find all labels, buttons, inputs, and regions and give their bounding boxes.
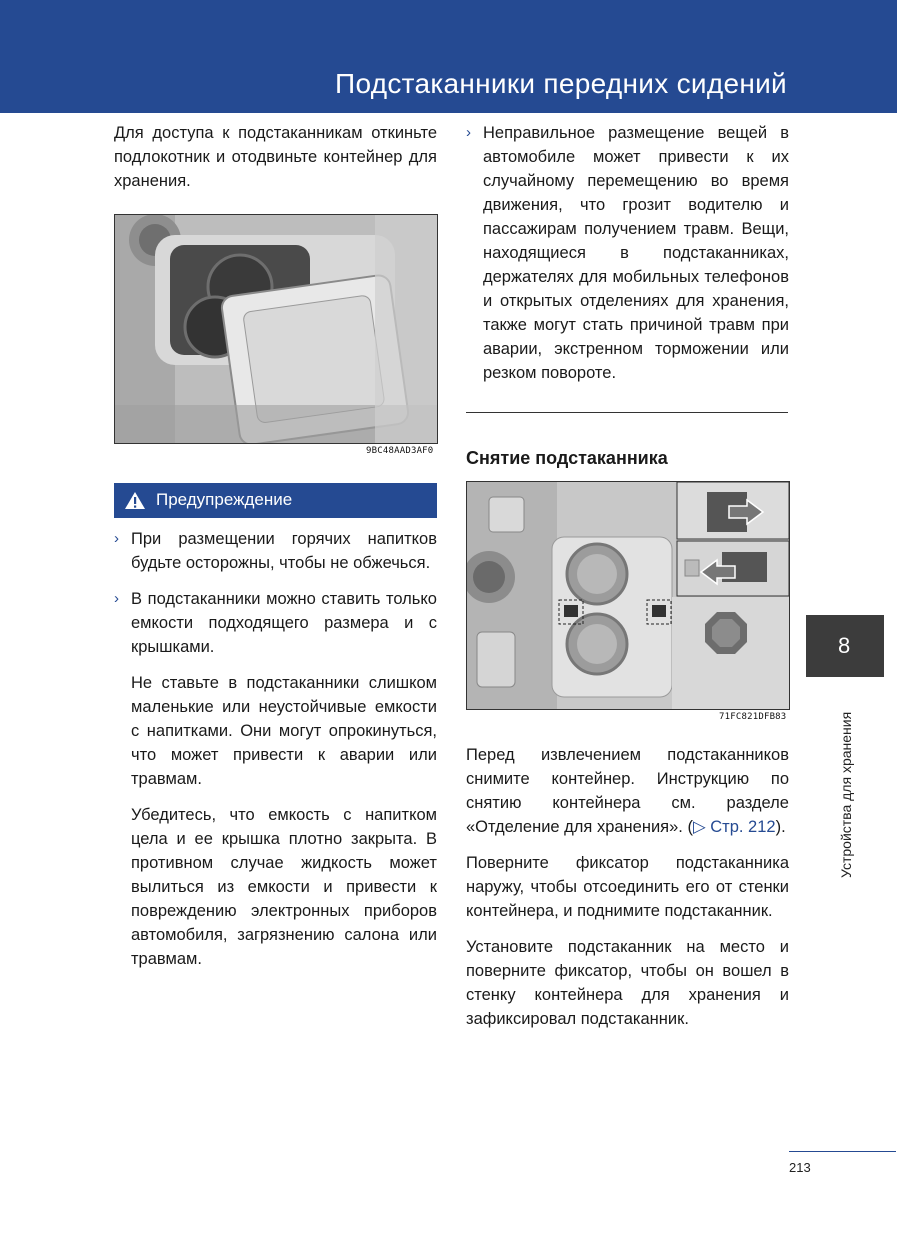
footer-rule (789, 1151, 896, 1152)
warning-content (114, 527, 437, 983)
instruction-paragraph: Перед извлечением подстаканников снимите контейнер. Инструкцию по снятию контейнера см. разделе «Отделение для хранения». (▷ Стр. 212). (466, 746, 789, 836)
removal-instructions (466, 743, 789, 1031)
page-title: Подстаканники передних сидений (335, 68, 787, 99)
warning-paragraph: Убедитесь, что емкость с напитком цела и ее крышка плотно закрыта. В противном случае жидкость может вылиться из емкости и привести к повреждению электронных приборов автомобиля, загрязнению салона или травмам. (131, 806, 437, 968)
warning-bullet: › При размещении горячих напитков будьте осторожны, чтобы не обжечься. (114, 527, 437, 575)
warning-paragraph: Не ставьте в подстаканники слишком маленькие или неустойчивые емкости с напитками. Они могут опрокинуться, что может привести к аварии или травмам. (131, 674, 437, 788)
armrest-storage-photo (114, 214, 438, 444)
page-header (0, 0, 897, 113)
warning-triangle-icon (124, 491, 146, 515)
intro-text: Для доступа к подстаканникам откиньте подлокотник и отодвиньте контейнер для хранения. (114, 124, 437, 190)
left-intro (114, 121, 437, 193)
warning-bullet: › В подстаканники можно ставить только емкости подходящего размера и с крышками. (114, 587, 437, 659)
chapter-tab (806, 615, 884, 677)
photo-code: 71FC821DFB83 (719, 712, 787, 722)
page-number: 213 (789, 1160, 811, 1175)
warning-bullet: › Неправильное размещение вещей в автомобиле может привести к их случайному перемещению во время движения, что грозит водителю и пассажирам получением травм. Вещи, находящиеся в подстаканниках, держателях для мобильных телефонов и открытых отделениях для хранения, также могут стать причиной травм при аварии, экстренном торможении или резком повороте. (466, 121, 789, 385)
section-title: Снятие подстаканника (466, 448, 668, 468)
cup-holder-removal-photo (466, 481, 790, 710)
chevron-right-icon: › (466, 124, 471, 141)
photo-code: 9BC48AAD3AF0 (366, 446, 434, 456)
instruction-paragraph: Поверните фиксатор подстаканника наружу, чтобы отсоединить его от стенки контейнера, и поднимите подстаканник. (466, 854, 789, 920)
warning-details (114, 671, 437, 971)
page-reference-link[interactable]: ▷ Стр. 212 (692, 818, 776, 836)
warning-end-rule (466, 412, 788, 413)
chevron-right-icon: › (114, 530, 119, 547)
warning-title: Предупреждение (156, 490, 293, 509)
chapter-number: 8 (838, 633, 851, 658)
instruction-paragraph: Установите подстаканник на место и поверните фиксатор, чтобы он вошел в стенку контейнера для хранения и зафиксировал подстаканник. (466, 938, 789, 1028)
photo-top-rule (114, 214, 437, 215)
chevron-right-icon: › (114, 590, 119, 607)
right-warning-content (466, 121, 789, 397)
warning-header (114, 483, 437, 518)
